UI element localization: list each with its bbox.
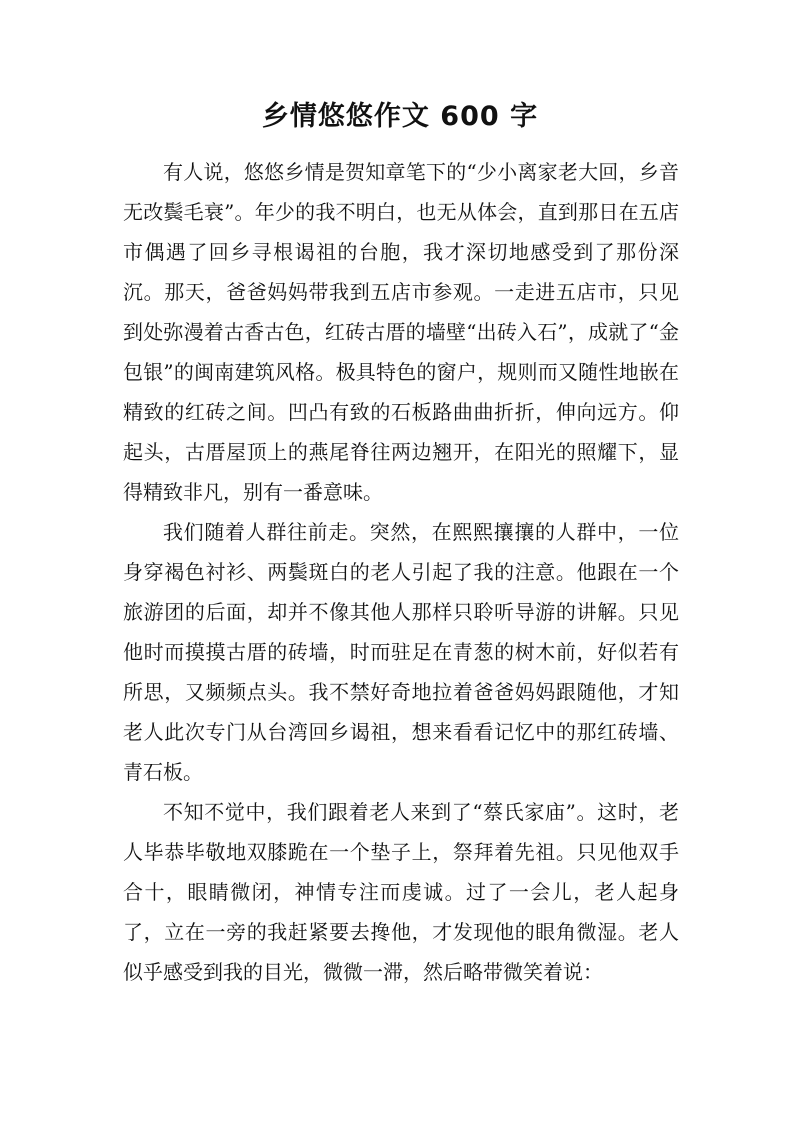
document-title: 乡情悠悠作文 600 字 xyxy=(261,101,539,132)
document-body xyxy=(123,152,679,992)
paragraph-1: 有人说，悠悠乡情是贺知章笔下的“少小离家老大回，乡音无改鬓毛衰”。年少的我不明白，也无从体会，直到那日在五店市偶遇了回乡寻根谒祖的台胞，我才深切地感受到了那份深沉。那天，爸爸妈妈带我到五店市参观。一走进五店市，只见到处弥漫着古香古色，红砖古厝的墙壁“出砖入石”，成就了“金包银”的闽南建筑风格。极具特色的窗户，规则而又随性地嵌在精致的红砖之间。凹凸有致的石板路曲曲折折，伸向远方。仰起头，古厝屋顶上的燕尾脊往两边翘开，在阳光的照耀下，显得精致非凡，别有一番意味。 xyxy=(123,160,679,504)
paragraph-3: 不知不觉中，我们跟着老人来到了“蔡氏家庙”。这时，老人毕恭毕敬地双膝跪在一个垫子上，祭拜着先祖。只见他双手合十，眼睛微闭，神情专注而虔诚。过了一会儿，老人起身了，立在一旁的我赶紧要去搀他，才发现他的眼角微湿。老人似乎感受到我的目光，微微一滞，然后略带微笑着说： xyxy=(123,800,679,984)
paragraph-2: 我们随着人群往前走。突然，在熙熙攘攘的人群中，一位身穿褐色衬衫、两鬓斑白的老人引起了我的注意。他跟在一个旅游团的后面，却并不像其他人那样只聆听导游的讲解。只见他时而摸摸古厝的砖墙，时而驻足在青葱的树木前，好似若有所思，又频频点头。我不禁好奇地拉着爸爸妈妈跟随他，才知老人此次专门从台湾回乡谒祖，想来看看记忆中的那红砖墙、青石板。 xyxy=(123,520,679,784)
